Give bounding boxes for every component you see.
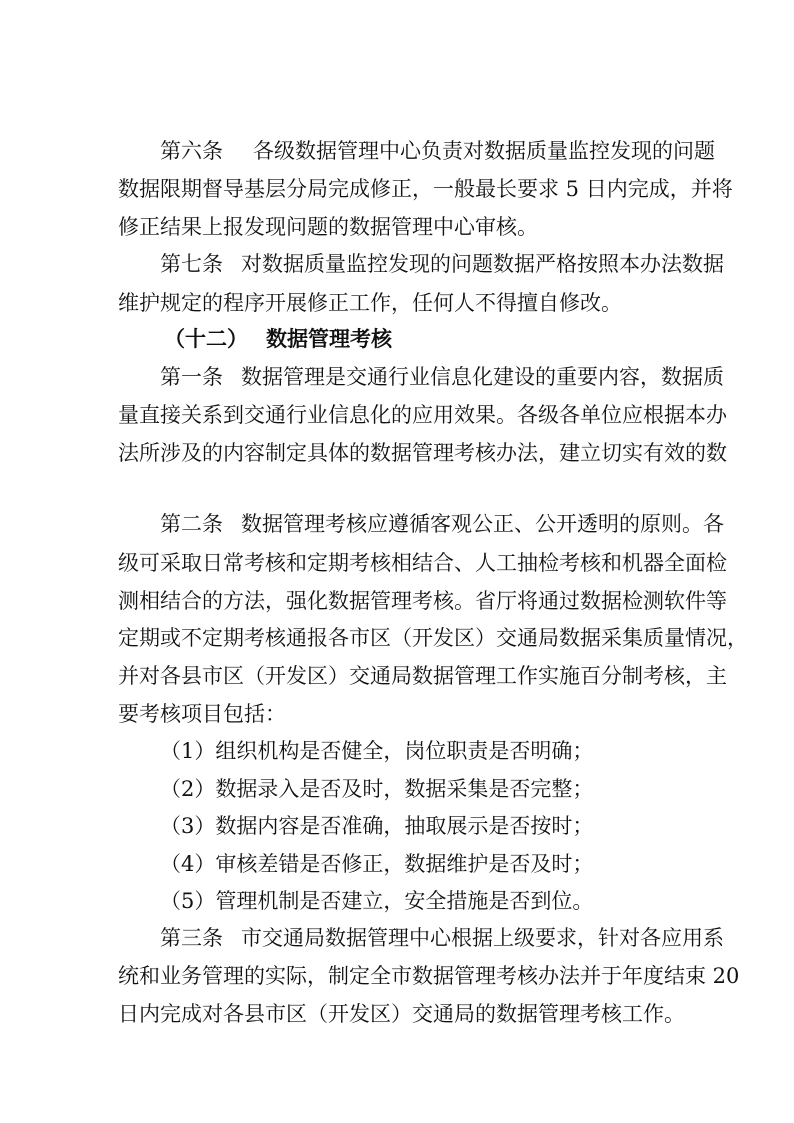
article-2-line-5: 并对各县市区（开发区）交通局数据管理工作实施百分制考核，主 xyxy=(118,664,727,688)
article-2-line-1 xyxy=(160,511,724,537)
article-6-line-3: 修正结果上报发现问题的数据管理中心审核。 xyxy=(118,215,538,239)
list-item: （5）管理机制是否建立，安全措施是否到位。 xyxy=(160,889,594,913)
article-3-label: 第三条 xyxy=(160,926,223,950)
article-1-line-2: 量直接关系到交通行业信息化的应用效果。各级各单位应根据本办 xyxy=(118,403,727,427)
article-7-label: 第七条 xyxy=(160,252,223,276)
article-6-label: 第六条 xyxy=(160,139,223,163)
list-item: （4）审核差错是否修正，数据维护是否及时； xyxy=(160,852,594,876)
list-item: （3）数据内容是否准确，抽取展示是否按时； xyxy=(160,814,594,838)
section-heading xyxy=(164,326,392,352)
article-6-line-1 xyxy=(160,138,715,164)
article-1-text-1: 数据管理是交通行业信息化建设的重要内容，数据质 xyxy=(241,365,724,389)
section-number: （十二） xyxy=(164,326,248,351)
article-2-line-6: 要考核项目包括： xyxy=(118,702,286,726)
article-6-line-2: 数据限期督导基层分局完成修正，一般最长要求 5 日内完成，并将 xyxy=(118,177,733,201)
article-6-text-1: 各级数据管理中心负责对数据质量监控发现的问题 xyxy=(253,139,715,163)
list-item: （1）组织机构是否健全，岗位职责是否明确； xyxy=(160,739,594,763)
article-7-line-2: 维护规定的程序开展修正工作，任何人不得擅自修改。 xyxy=(118,291,622,315)
section-title: 数据管理考核 xyxy=(266,326,392,351)
article-3-line-2: 统和业务管理的实际，制定全市数据管理考核办法并于年度结束 20 xyxy=(118,964,740,988)
article-2-line-3: 测相结合的方法，强化数据管理考核。省厅将通过数据检测软件等 xyxy=(118,589,727,613)
article-2-text-1: 数据管理考核应遵循客观公正、公开透明的原则。各 xyxy=(241,512,724,536)
article-1-label: 第一条 xyxy=(160,365,223,389)
article-7-line-1 xyxy=(160,251,724,277)
article-2-label: 第二条 xyxy=(160,512,223,536)
article-3-line-3: 日内完成对各县市区（开发区）交通局的数据管理考核工作。 xyxy=(118,1002,685,1026)
article-1-line-1 xyxy=(160,364,724,390)
article-3-line-1 xyxy=(160,925,724,951)
article-2-line-4: 定期或不定期考核通报各市区（开发区）交通局数据采集质量情况， xyxy=(118,626,748,650)
article-3-text-1: 市交通局数据管理中心根据上级要求，针对各应用系 xyxy=(241,926,724,950)
list-item: （2）数据录入是否及时，数据采集是否完整； xyxy=(160,777,594,801)
article-2-line-2: 级可采取日常考核和定期考核相结合、人工抽检考核和机器全面检 xyxy=(118,551,727,575)
article-7-text-1: 对数据质量监控发现的问题数据严格按照本办法数据 xyxy=(241,252,724,276)
article-1-line-3: 法所涉及的内容制定具体的数据管理考核办法，建立切实有效的数 xyxy=(118,441,727,465)
